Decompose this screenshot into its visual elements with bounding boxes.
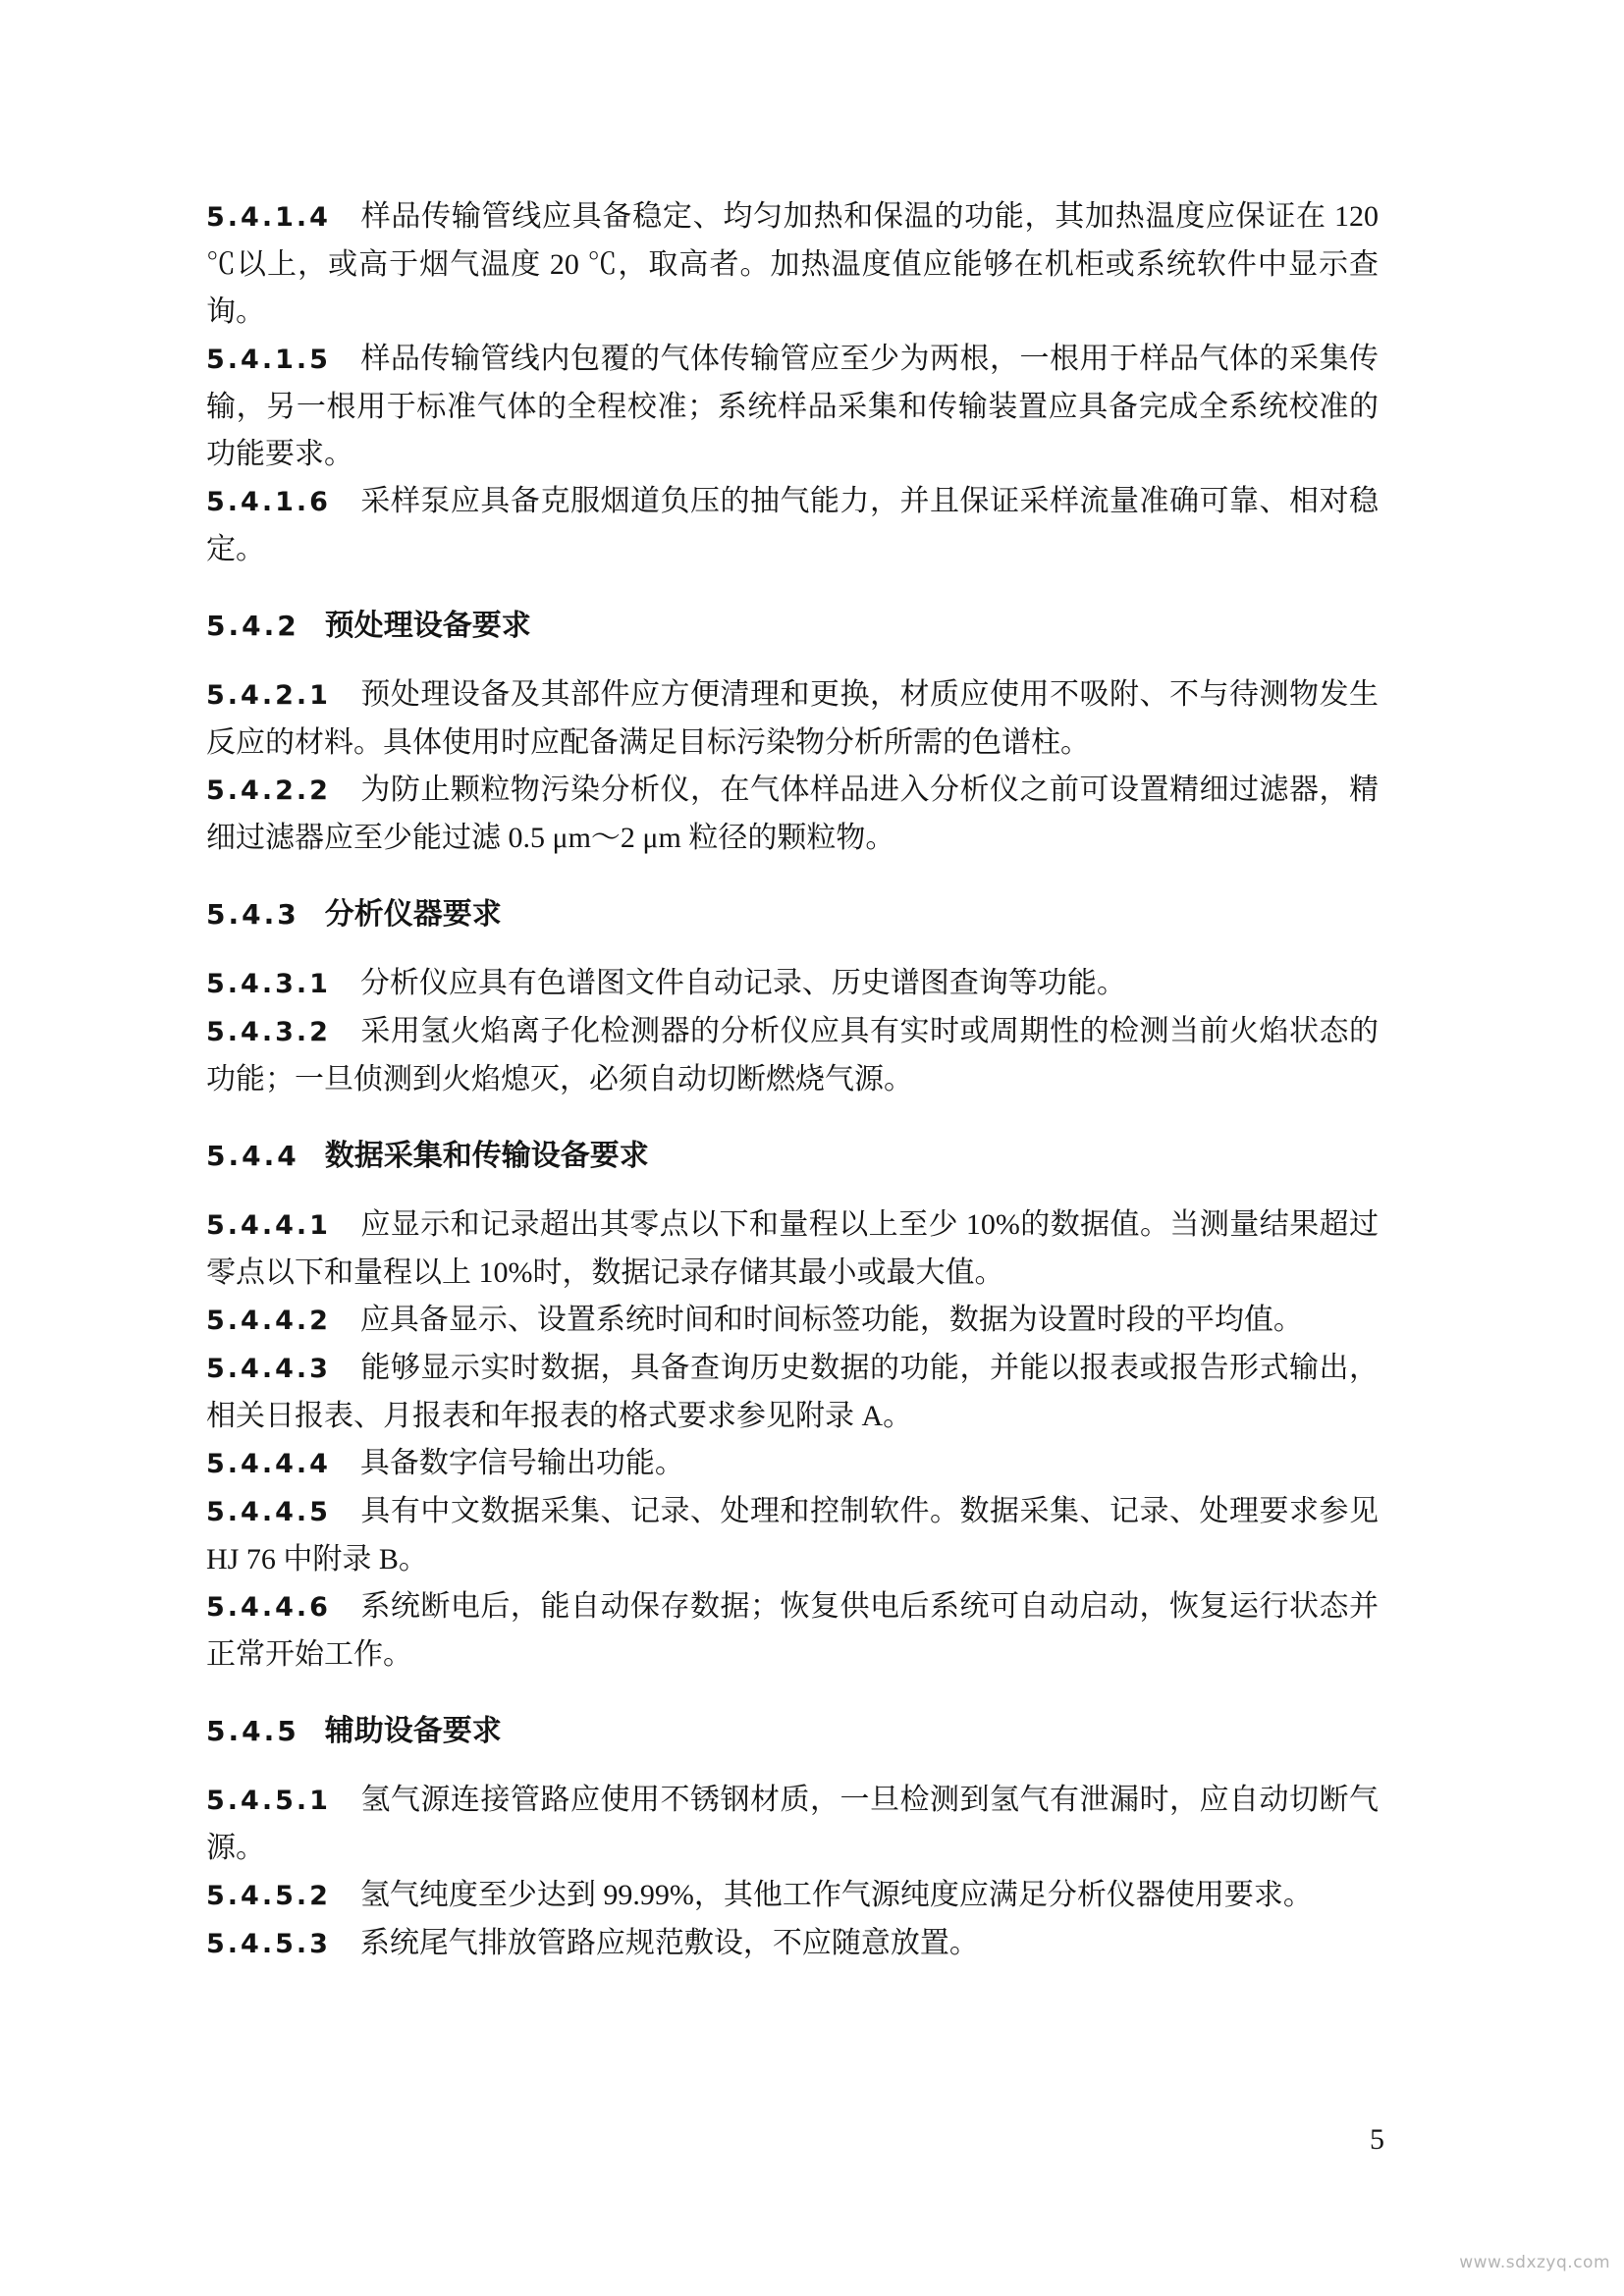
- clause-paragraph: [206, 1583, 1379, 1679]
- clause-paragraph: [206, 1345, 1379, 1440]
- clause-text: 能够显示实时数据，具备查询历史数据的功能，并能以报表或报告形式输出，相关日报表、月报表和年报表的格式要求参见附录 A。: [206, 1352, 1379, 1432]
- clause-paragraph: [206, 1920, 1379, 1968]
- clause-number: 5.4.1.6: [206, 487, 331, 517]
- clause-number: 5.4.2.2: [206, 775, 331, 806]
- clause-paragraph: [206, 1008, 1379, 1103]
- clause-number: 5.4.3: [206, 898, 299, 931]
- heading-title: 分析仪器要求: [324, 897, 502, 932]
- clause-number: 5.4.4.2: [206, 1306, 331, 1336]
- clause-paragraph: [206, 1297, 1379, 1345]
- clause-number: 5.4.5: [206, 1715, 299, 1747]
- clause-text: 系统尾气排放管路应规范敷设，不应随意放置。: [359, 1927, 979, 1959]
- heading-title: 数据采集和传输设备要求: [324, 1139, 649, 1173]
- clause-text: 应显示和记录超出其零点以下和量程以上至少 10%的数据值。当测量结果超过零点以下和量程以上 10%时，数据记录存储其最小或最大值。: [206, 1208, 1379, 1289]
- section-heading: [206, 603, 1379, 650]
- clause-number: 5.4.4.5: [206, 1497, 331, 1527]
- clause-text: 系统断电后，能自动保存数据；恢复供电后系统可自动启动，恢复运行状态并正常开始工作。: [206, 1590, 1379, 1671]
- clause-number: 5.4.5.2: [206, 1881, 331, 1911]
- clause-paragraph: [206, 478, 1379, 573]
- clause-text: 样品传输管线应具备稳定、均匀加热和保温的功能，其加热温度应保证在 120 ℃以上，或高于烟气温度 20 ℃，取高者。加热温度值应能够在机柜或系统软件中显示查询。: [206, 200, 1379, 328]
- clause-text: 具有中文数据采集、记录、处理和控制软件。数据采集、记录、处理要求参见 HJ 76 中附录 B。: [206, 1495, 1379, 1575]
- clause-paragraph: [206, 671, 1379, 767]
- clause-number: 5.4.3.2: [206, 1017, 331, 1047]
- clause-number: 5.4.2.1: [206, 680, 331, 711]
- clause-text: 氢气源连接管路应使用不锈钢材质，一旦检测到氢气有泄漏时，应自动切断气源。: [206, 1784, 1379, 1864]
- clause-text: 氢气纯度至少达到 99.99%，其他工作气源纯度应满足分析仪器使用要求。: [359, 1879, 1313, 1911]
- section-heading: [206, 1708, 1379, 1755]
- heading-title: 预处理设备要求: [324, 609, 531, 643]
- watermark: www.sdxzyq.com: [1459, 2253, 1610, 2272]
- heading-title: 辅助设备要求: [324, 1714, 502, 1748]
- clause-text: 预处理设备及其部件应方便清理和更换，材质应使用不吸附、不与待测物发生反应的材料。具体使用时应配备满足目标污染物分析所需的色谱柱。: [206, 678, 1379, 759]
- clause-number: 5.4.1.4: [206, 202, 331, 233]
- clause-number: 5.4.5.3: [206, 1929, 331, 1959]
- clause-paragraph: [206, 1488, 1379, 1583]
- clause-paragraph: [206, 193, 1379, 336]
- section-heading: [206, 1133, 1379, 1180]
- clause-text: 具备数字信号输出功能。: [359, 1447, 684, 1479]
- clause-number: 5.4.4.3: [206, 1354, 331, 1384]
- clause-number: 5.4.5.1: [206, 1786, 331, 1816]
- clause-text: 样品传输管线内包覆的气体传输管应至少为两根，一根用于样品气体的采集传输，另一根用于标准气体的全程校准；系统样品采集和传输装置应具备完成全系统校准的功能要求。: [206, 343, 1379, 470]
- clause-number: 5.4.2: [206, 610, 299, 642]
- clause-paragraph: [206, 1201, 1379, 1297]
- clause-text: 应具备显示、设置系统时间和时间标签功能，数据为设置时段的平均值。: [359, 1304, 1303, 1336]
- section-heading: [206, 891, 1379, 938]
- clause-text: 采用氢火焰离子化检测器的分析仪应具有实时或周期性的检测当前火焰状态的功能；一旦侦测到火焰熄灭，必须自动切断燃烧气源。: [206, 1015, 1379, 1095]
- clause-paragraph: [206, 767, 1379, 862]
- clause-paragraph: [206, 1440, 1379, 1488]
- clause-number: 5.4.4: [206, 1140, 299, 1172]
- clause-number: 5.4.1.5: [206, 345, 331, 375]
- clause-paragraph: [206, 1777, 1379, 1872]
- clause-text: 分析仪应具有色谱图文件自动记录、历史谱图查询等功能。: [359, 967, 1126, 999]
- clause-text: 为防止颗粒物污染分析仪，在气体样品进入分析仪之前可设置精细过滤器，精细过滤器应至少能过滤 0.5 μm～2 μm 粒径的颗粒物。: [206, 774, 1379, 854]
- clause-paragraph: [206, 1872, 1379, 1920]
- document-body: [206, 193, 1379, 1968]
- clause-number: 5.4.4.4: [206, 1449, 331, 1479]
- clause-text: 采样泵应具备克服烟道负压的抽气能力，并且保证采样流量准确可靠、相对稳定。: [206, 485, 1379, 565]
- clause-number: 5.4.4.6: [206, 1592, 331, 1623]
- page-number: 5: [1370, 2123, 1384, 2156]
- clause-paragraph: [206, 960, 1379, 1008]
- clause-paragraph: [206, 336, 1379, 478]
- clause-number: 5.4.3.1: [206, 969, 331, 999]
- clause-number: 5.4.4.1: [206, 1210, 331, 1241]
